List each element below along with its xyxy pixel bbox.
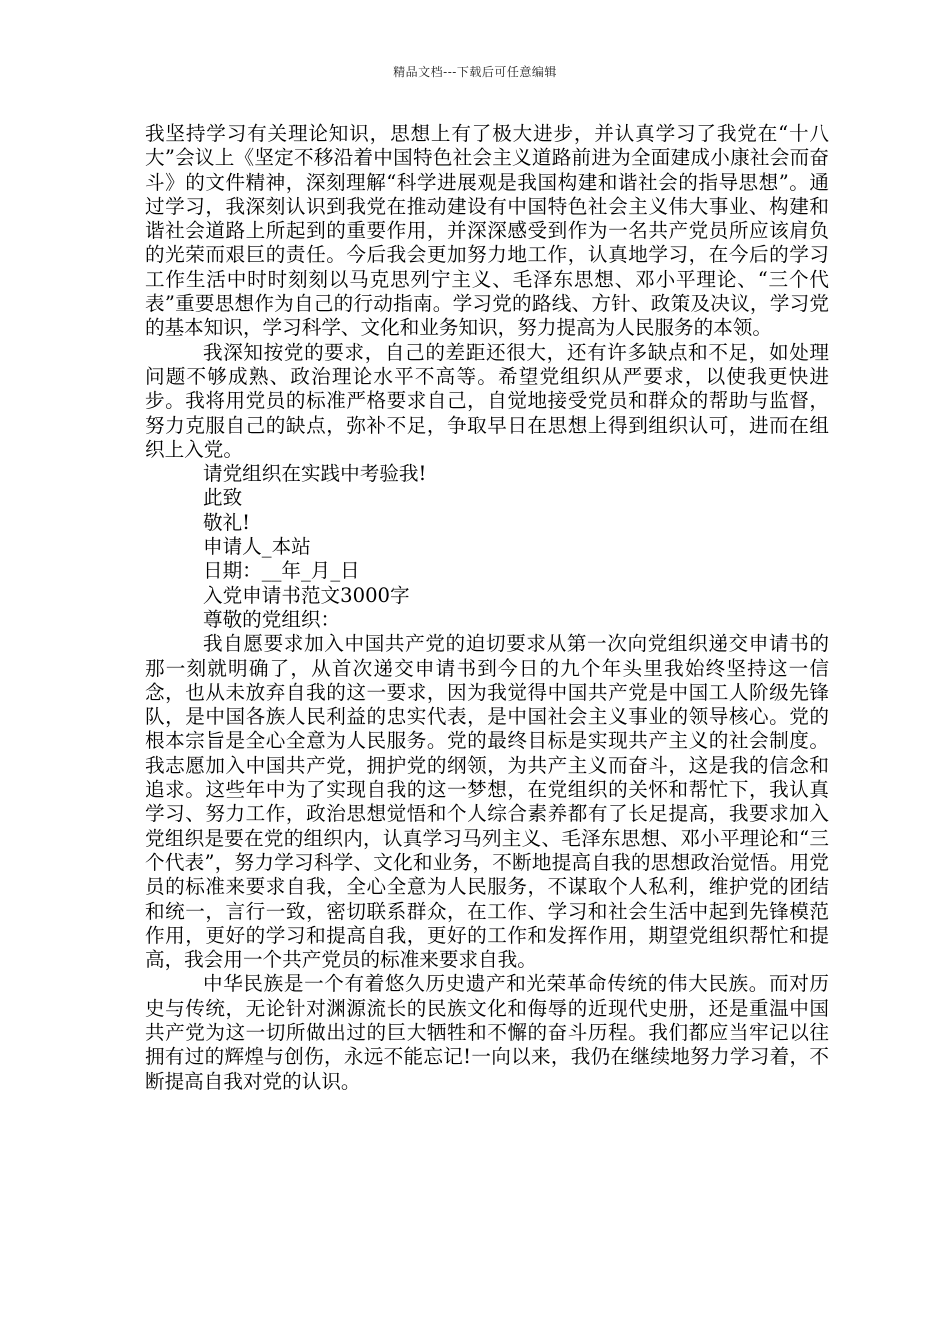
document-body — [145, 122, 829, 1094]
closing-regards: 敬礼! — [203, 510, 251, 534]
page-header: 精品文档---下载后可任意编辑 — [393, 65, 557, 79]
applicant-signature: 申请人_本站 — [203, 535, 311, 559]
greeting: 尊敬的党组织： — [203, 607, 341, 631]
date-line: 日期：__年_月_日 — [203, 559, 360, 583]
closing-salutation: 此致 — [203, 486, 243, 510]
paragraph-shortcomings: 我深知按党的要求，自己的差距还很大，还有许多缺点和不足，如处理问题不够成熟、政治理论水平不高等。希望党组织从严要求，以使我更快进步。我将用党员的标准严格要求自己，自觉地接受党员和群众的帮助与监督，努力克服自己的缺点，弥补不足，争取早日在思想上得到组织认可，进而在组织上入党。 — [145, 340, 829, 461]
paragraph-application: 我自愿要求加入中国共产党的迫切要求从第一次向党组织递交申请书的那一刻就明确了，从首次递交申请书到今日的九个年头里我始终坚持这一信念，也从未放弃自我的这一要求，因为我觉得中国共产党是中国工人阶级先锋队，是中国各族人民利益的忠实代表，是中国社会主义事业的领导核心。党的根本宗旨是全心全意为人民服务。党的最终目标是实现共产主义的社会制度。我志愿加入中国共产党，拥护党的纲领，为共产主义而奋斗，这是我的信念和追求。这些年中为了实现自我的这一梦想，在党组织的关怀和帮忙下，我认真学习、努力工作，政治思想觉悟和个人综合素养都有了长足提高，我要求加入党组织是要在党的组织内，认真学习马列主义、毛泽东思想、邓小平理论和“三个代表”，努力学习科学、文化和业务，不断地提高自我的思想政治觉悟。用党员的标准来要求自我，全心全意为人民服务，不谋取个人私利，维护党的团结和统一，言行一致，密切联系群众，在工作、学习和社会生活中起到先锋模范作用，更好的学习和提高自我，更好的工作和发挥作用，期望党组织帮忙和提高，我会用一个共产党员的标准来要求自我。 — [145, 632, 829, 972]
section-title: 入党申请书范文3000字 — [203, 583, 410, 607]
paragraph-test-request: 请党组织在实践中考验我! — [203, 462, 427, 486]
paragraph-history: 中华民族是一个有着悠久历史遗产和光荣革命传统的伟大民族。而对历史与传统，无论针对渊源流长的民族文化和侮辱的近现代史册，还是重温中国共产党为这一切所做出过的巨大牺牲和不懈的奋斗历程。我们都应当牢记以往拥有过的辉煌与创伤，永远不能忘记!一向以来，我仍在继续地努力学习着，不断提高自我对党的认识。 — [145, 972, 829, 1093]
paragraph-study-theory: 我坚持学习有关理论知识，思想上有了极大进步，并认真学习了我党在“十八大”会议上《坚定不移沿着中国特色社会主义道路前进为全面建成小康社会而奋斗》的文件精神，深刻理解“科学进展观是我国构建和谐社会的指导思想”。通过学习，我深刻认识到我党在推动建设有中国特色社会主义伟大事业、构建和谐社会道路上所起到的重要作用，并深深感受到作为一名共产党员所应该肩负的光荣而艰巨的责任。今后我会更加努力地工作，认真地学习，在今后的学习工作生活中时时刻刻以马克思列宁主义、毛泽东思想、邓小平理论、“三个代表”重要思想作为自己的行动指南。学习党的路线、方针、政策及决议，学习党的基本知识，学习科学、文化和业务知识，努力提高为人民服务的本领。 — [145, 122, 829, 340]
